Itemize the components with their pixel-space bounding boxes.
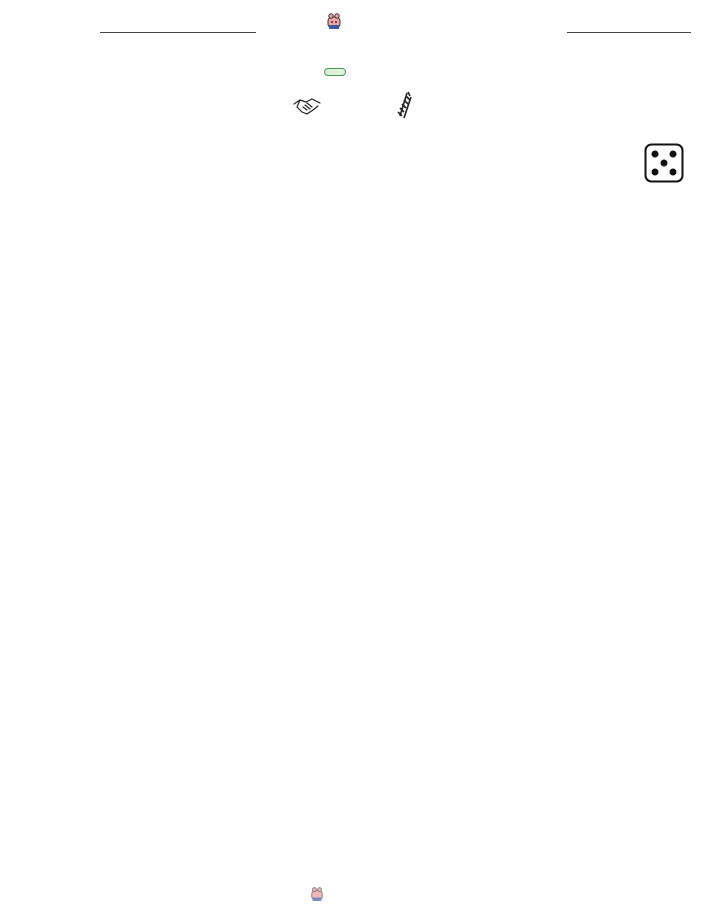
footer (310, 886, 328, 902)
storypie-mascot-icon (310, 886, 324, 902)
